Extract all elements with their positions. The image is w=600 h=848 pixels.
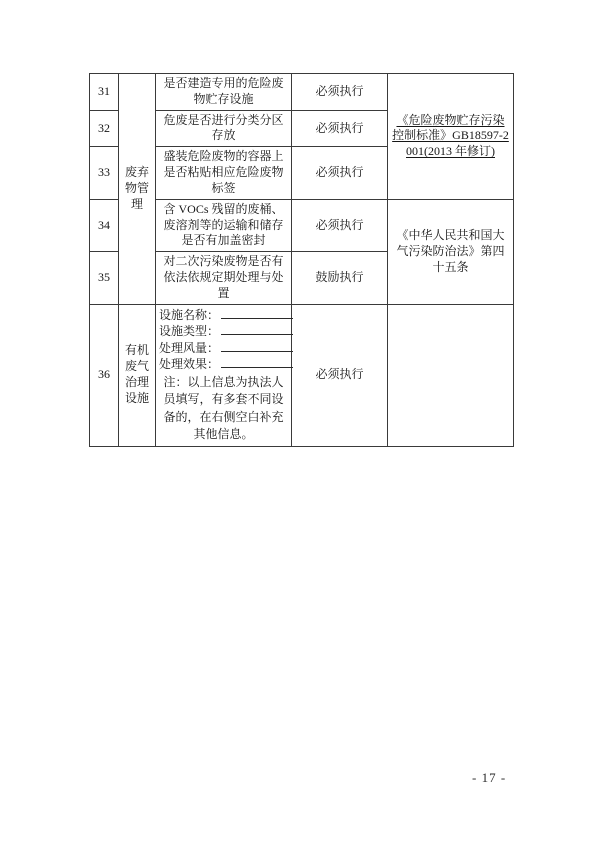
- table-row-31: [90, 74, 514, 111]
- legal-reference-text: 《中华人民共和国大气污染防治法》第四十五条: [396, 228, 505, 274]
- facility-info-form: [156, 304, 292, 446]
- form-field-label: 设施类型：: [159, 324, 220, 339]
- requirement-value: 必须执行: [292, 147, 388, 199]
- page-number: - 17 -: [472, 770, 507, 785]
- row-number: 33: [90, 147, 119, 199]
- form-field-facility-name: [159, 307, 288, 324]
- category-organic-waste-gas-facility: 有机废气治理设施: [119, 304, 156, 446]
- fill-in-blank[interactable]: [221, 324, 293, 335]
- row-number: 35: [90, 252, 119, 304]
- row-number: 31: [90, 74, 119, 111]
- form-field-label: 处理效果：: [159, 357, 220, 372]
- row-number: 34: [90, 199, 119, 251]
- requirement-value: 必须执行: [292, 110, 388, 147]
- fill-in-blank[interactable]: [221, 341, 293, 352]
- inspection-item: 盛装危险废物的容器上是否粘贴相应危险废物标签: [156, 147, 292, 199]
- inspection-checklist-table: [89, 73, 514, 447]
- legal-reference-text: 《危险废物贮存污染控制标准》GB18597-2001(2013 年修订): [392, 112, 509, 159]
- inspection-item: 对二次污染废物是否有依法依规定期处理与处置: [156, 252, 292, 304]
- row-number: 32: [90, 110, 119, 147]
- requirement-value: 鼓励执行: [292, 252, 388, 304]
- form-field-air-volume: [159, 340, 288, 357]
- legal-reference-air-pollution-law: [388, 199, 514, 304]
- requirement-value: 必须执行: [292, 199, 388, 251]
- inspection-item: 危废是否进行分类分区存放: [156, 110, 292, 147]
- inspection-item: 含 VOCs 残留的废桶、废溶剂等的运输和储存是否有加盖密封: [156, 199, 292, 251]
- table-row-36: [90, 304, 514, 446]
- form-field-label: 处理风量：: [159, 340, 220, 355]
- fill-in-blank[interactable]: [221, 308, 293, 319]
- legal-reference-hazardous-waste-standard: [388, 74, 514, 200]
- fill-in-blank[interactable]: [221, 357, 293, 368]
- row-number: 36: [90, 304, 119, 446]
- requirement-value: 必须执行: [292, 74, 388, 111]
- form-field-treatment-effect: [159, 356, 288, 373]
- inspection-item: 是否建造专用的危险废物贮存设施: [156, 74, 292, 111]
- form-field-label: 设施名称：: [159, 307, 220, 322]
- requirement-value: 必须执行: [292, 304, 388, 446]
- form-field-facility-type: [159, 323, 288, 340]
- category-waste-management: 废弃物管理: [119, 74, 156, 305]
- form-note: 注：以上信息为执法人员填写，有多套不同设备的，在右侧空白补充其他信息。: [163, 374, 284, 442]
- legal-reference-empty: [388, 304, 514, 446]
